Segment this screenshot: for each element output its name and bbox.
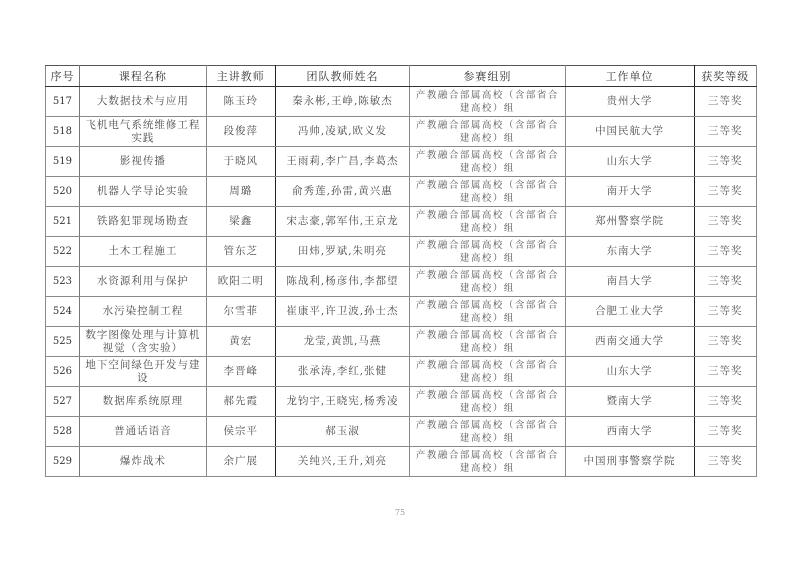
cell-team: 冯帅,凌斌,欧义发 [275, 117, 410, 147]
cell-lead-teacher: 尔雪菲 [206, 297, 275, 327]
cell-unit: 贵州大学 [565, 87, 694, 117]
cell-award: 三等奖 [694, 237, 756, 267]
cell-lead-teacher: 段俊萍 [206, 117, 275, 147]
cell-group: 产教融合部属高校（含部省合建高校）组 [410, 87, 565, 117]
cell-unit: 西南交通大学 [565, 327, 694, 357]
cell-lead-teacher: 梁鑫 [206, 207, 275, 237]
cell-unit: 南开大学 [565, 177, 694, 207]
cell-num: 524 [46, 297, 80, 327]
cell-lead-teacher: 余广展 [206, 447, 275, 477]
cell-num: 517 [46, 87, 80, 117]
cell-unit: 西南大学 [565, 417, 694, 447]
cell-course: 数字图像处理与计算机视觉（含实验） [79, 327, 206, 357]
cell-team: 龙莹,黄凯,马燕 [275, 327, 410, 357]
header-award: 获奖等级 [694, 66, 756, 87]
cell-award: 三等奖 [694, 387, 756, 417]
cell-lead-teacher: 郝先霞 [206, 387, 275, 417]
cell-lead-teacher: 管东芝 [206, 237, 275, 267]
cell-group: 产教融合部属高校（含部省合建高校）组 [410, 447, 565, 477]
cell-award: 三等奖 [694, 297, 756, 327]
cell-award: 三等奖 [694, 447, 756, 477]
cell-num: 518 [46, 117, 80, 147]
table-row [46, 417, 757, 447]
cell-award: 三等奖 [694, 327, 756, 357]
cell-award: 三等奖 [694, 117, 756, 147]
cell-team: 郝玉淑 [275, 417, 410, 447]
cell-lead-teacher: 侯宗平 [206, 417, 275, 447]
header-group: 参赛组别 [410, 66, 565, 87]
cell-group: 产教融合部属高校（含部省合建高校）组 [410, 297, 565, 327]
cell-num: 527 [46, 387, 80, 417]
table-header-row [46, 66, 757, 87]
cell-award: 三等奖 [694, 207, 756, 237]
header-unit: 工作单位 [565, 66, 694, 87]
cell-unit: 南昌大学 [565, 267, 694, 297]
cell-group: 产教融合部属高校（含部省合建高校）组 [410, 177, 565, 207]
cell-award: 三等奖 [694, 267, 756, 297]
table-row [46, 297, 757, 327]
cell-course: 飞机电气系统维修工程实践 [79, 117, 206, 147]
cell-num: 525 [46, 327, 80, 357]
cell-award: 三等奖 [694, 147, 756, 177]
cell-num: 521 [46, 207, 80, 237]
header-course: 课程名称 [79, 66, 206, 87]
cell-num: 519 [46, 147, 80, 177]
header-num: 序号 [46, 66, 80, 87]
table-row [46, 387, 757, 417]
cell-num: 520 [46, 177, 80, 207]
cell-award: 三等奖 [694, 357, 756, 387]
cell-unit: 中国民航大学 [565, 117, 694, 147]
cell-course: 机器人学导论实验 [79, 177, 206, 207]
cell-lead-teacher: 于晓风 [206, 147, 275, 177]
table-row [46, 447, 757, 477]
cell-unit: 中国刑事警察学院 [565, 447, 694, 477]
cell-unit: 郑州警察学院 [565, 207, 694, 237]
table-row [46, 177, 757, 207]
cell-team: 秦永彬,王峥,陈敏杰 [275, 87, 410, 117]
cell-course: 影视传播 [79, 147, 206, 177]
table-row [46, 87, 757, 117]
cell-course: 铁路犯罪现场勘查 [79, 207, 206, 237]
cell-group: 产教融合部属高校（含部省合建高校）组 [410, 117, 565, 147]
table-row [46, 357, 757, 387]
table-row [46, 237, 757, 267]
cell-team: 宋志豪,郭军伟,王京龙 [275, 207, 410, 237]
cell-lead-teacher: 周璐 [206, 177, 275, 207]
table-row [46, 207, 757, 237]
cell-team: 王雨莉,李广昌,李葛杰 [275, 147, 410, 177]
table-row [46, 267, 757, 297]
cell-unit: 东南大学 [565, 237, 694, 267]
cell-course: 水资源利用与保护 [79, 267, 206, 297]
cell-team: 关纯兴,王升,刘亮 [275, 447, 410, 477]
page-number: 75 [394, 508, 406, 517]
awards-table [45, 65, 757, 477]
cell-group: 产教融合部属高校（含部省合建高校）组 [410, 207, 565, 237]
cell-unit: 山东大学 [565, 357, 694, 387]
header-team: 团队教师姓名 [275, 66, 410, 87]
cell-lead-teacher: 黄宏 [206, 327, 275, 357]
cell-course: 数据库系统原理 [79, 387, 206, 417]
cell-group: 产教融合部属高校（含部省合建高校）组 [410, 267, 565, 297]
table-row [46, 327, 757, 357]
cell-lead-teacher: 陈玉玲 [206, 87, 275, 117]
cell-num: 522 [46, 237, 80, 267]
cell-unit: 暨南大学 [565, 387, 694, 417]
cell-group: 产教融合部属高校（含部省合建高校）组 [410, 237, 565, 267]
cell-team: 俞秀莲,孙雷,黄兴惠 [275, 177, 410, 207]
cell-award: 三等奖 [694, 417, 756, 447]
cell-group: 产教融合部属高校（含部省合建高校）组 [410, 417, 565, 447]
cell-group: 产教融合部属高校（含部省合建高校）组 [410, 327, 565, 357]
cell-num: 526 [46, 357, 80, 387]
cell-lead-teacher: 李晋峰 [206, 357, 275, 387]
cell-award: 三等奖 [694, 177, 756, 207]
cell-group: 产教融合部属高校（含部省合建高校）组 [410, 387, 565, 417]
cell-num: 528 [46, 417, 80, 447]
cell-team: 龙钧宇,王晓宪,杨秀凌 [275, 387, 410, 417]
cell-group: 产教融合部属高校（含部省合建高校）组 [410, 147, 565, 177]
cell-award: 三等奖 [694, 87, 756, 117]
cell-unit: 山东大学 [565, 147, 694, 177]
cell-unit: 合肥工业大学 [565, 297, 694, 327]
cell-team: 田炜,罗斌,朱明亮 [275, 237, 410, 267]
table-row [46, 117, 757, 147]
header-lead-teacher: 主讲教师 [206, 66, 275, 87]
cell-course: 大数据技术与应用 [79, 87, 206, 117]
cell-num: 529 [46, 447, 80, 477]
cell-course: 普通话语音 [79, 417, 206, 447]
table-row [46, 147, 757, 177]
cell-team: 崔康平,许卫波,孙士杰 [275, 297, 410, 327]
cell-lead-teacher: 欧阳二明 [206, 267, 275, 297]
cell-team: 张承涛,李红,张健 [275, 357, 410, 387]
cell-num: 523 [46, 267, 80, 297]
cell-team: 陈战利,杨彦伟,李都望 [275, 267, 410, 297]
cell-group: 产教融合部属高校（含部省合建高校）组 [410, 357, 565, 387]
cell-course: 地下空间绿色开发与建设 [79, 357, 206, 387]
cell-course: 爆炸战术 [79, 447, 206, 477]
cell-course: 水污染控制工程 [79, 297, 206, 327]
cell-course: 土木工程施工 [79, 237, 206, 267]
